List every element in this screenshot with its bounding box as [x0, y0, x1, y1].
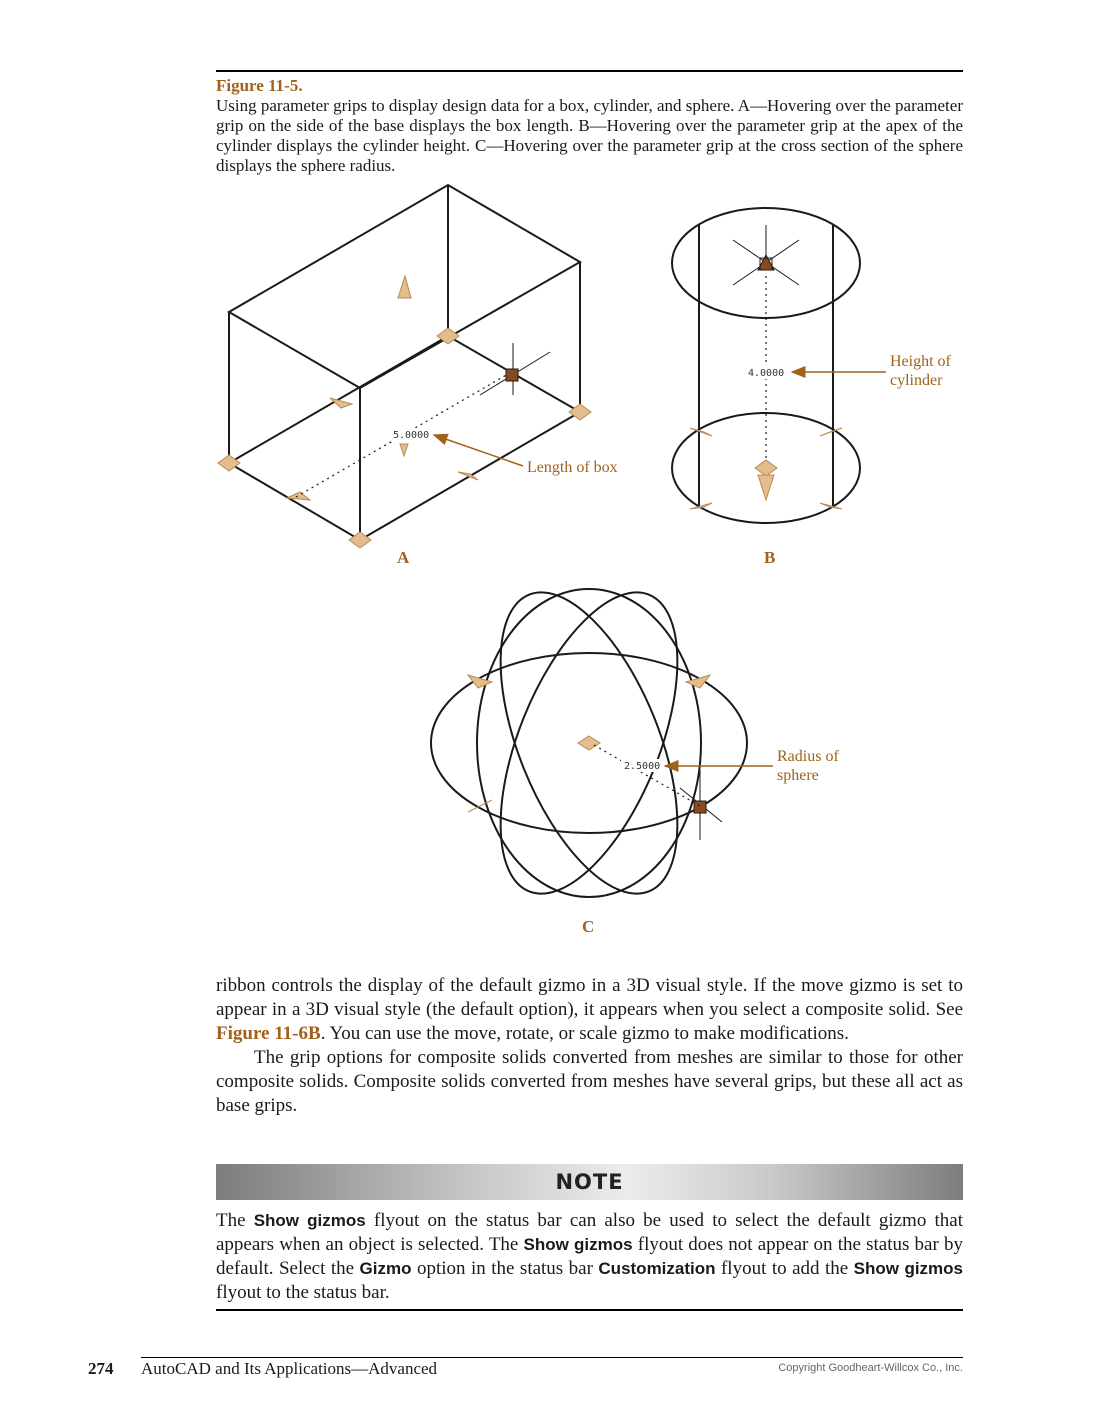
note-text-4: option in the status bar — [411, 1258, 599, 1279]
paragraph-1-text-a: ribbon controls the display of the default gizmo in a 3D visual style. If the move gizmo is set to appear in a 3D visual style (the default option), it appears when you select a composite solid. See — [216, 975, 963, 1020]
sphere-grips — [468, 675, 710, 812]
note-bottom-rule — [216, 1309, 963, 1311]
box-callout-leader — [434, 435, 523, 466]
note-text-1: The — [216, 1210, 254, 1231]
top-rule — [216, 70, 963, 72]
cylinder-callout-line2: cylinder — [890, 372, 943, 389]
note-bold-show-gizmos-1: Show gizmos — [253, 1211, 366, 1230]
sphere-callout-line1: Radius of — [777, 748, 839, 765]
footer-rule — [141, 1357, 963, 1358]
note-text-6: flyout to the status bar. — [216, 1282, 390, 1303]
note-title: NOTE — [555, 1170, 624, 1194]
note-header-bar — [216, 1164, 963, 1200]
figure-caption — [216, 76, 963, 176]
book-title: AutoCAD and Its Applications—Advanced — [141, 1359, 438, 1378]
page-number: 274 — [88, 1359, 114, 1378]
sphere-radius-value: 2.5000 — [624, 761, 661, 772]
sphere-callout-line2: sphere — [777, 767, 819, 784]
note-bold-show-gizmos-2: Show gizmos — [523, 1235, 633, 1254]
panel-b-letter: B — [764, 548, 776, 567]
note-text-3: flyout does not appear on the status bar by default. Select the — [216, 1234, 963, 1279]
cylinder-grips — [690, 428, 842, 509]
figure-number: Figure 11-5. — [216, 76, 303, 95]
paragraph-1-text-b: . You can use the move, rotate, or scale gizmo to make modifications. — [320, 1023, 849, 1044]
box-length-value: 5.0000 — [393, 430, 430, 441]
cylinder-callout-line1: Height of — [890, 353, 951, 370]
copyright-notice: Copyright Goodheart-Willcox Co., Inc. — [778, 1362, 963, 1374]
figure-reference-link[interactable]: Figure 11-6B — [216, 1023, 321, 1044]
note-text-2: flyout on the status bar can also be used to select the default gizmo that appears when an object is selected. The — [216, 1210, 963, 1255]
sphere-dimension-dots — [594, 745, 700, 806]
cylinder-height-value: 4.0000 — [748, 368, 785, 379]
figure-caption-text: Using parameter grips to display design data for a box, cylinder, and sphere. A—Hovering over the parameter grip on the side of the base displays the box length. B—Hovering over the parameter grip at the apex of the cylinder displays the cylinder height. C—Hovering over the parameter grip at the cross section of the sphere displays the sphere radius. — [216, 96, 963, 175]
box-callout-label: Length of box — [527, 459, 618, 476]
panel-a-letter: A — [397, 548, 410, 567]
body-text — [216, 974, 963, 1118]
paragraph-1 — [216, 974, 963, 1046]
note-bold-customization: Customization — [598, 1259, 716, 1278]
box-drawing — [229, 185, 580, 540]
note-bold-gizmo: Gizmo — [359, 1259, 412, 1278]
note-bold-show-gizmos-3: Show gizmos — [853, 1259, 964, 1278]
panel-c-letter: C — [582, 917, 595, 936]
box-grips — [218, 276, 591, 548]
paragraph-2: The grip options for composite solids converted from meshes are similar to those for other composite solids. Composite solids converted from meshes have several grips, but these all act as base grips. — [216, 1047, 963, 1116]
box-crosshair-grip — [480, 343, 550, 395]
figure-illustration — [0, 180, 1104, 940]
note-text — [216, 1209, 963, 1305]
note-text-5: flyout to add the — [715, 1258, 854, 1279]
sphere-crosshair-grip — [680, 770, 722, 840]
